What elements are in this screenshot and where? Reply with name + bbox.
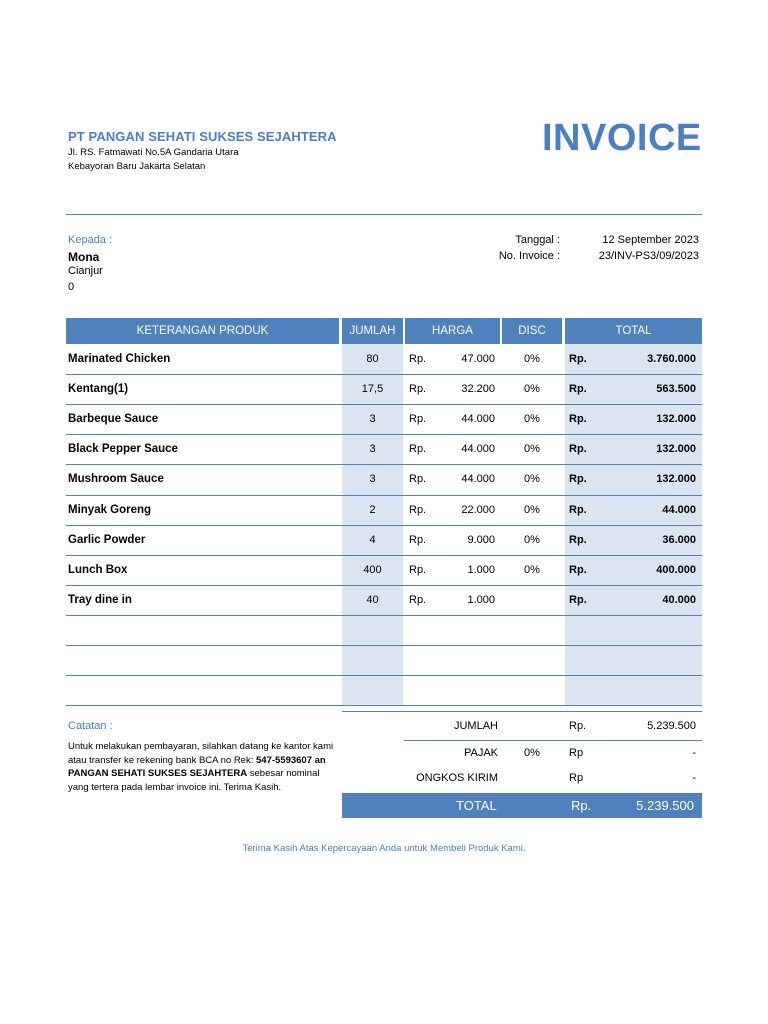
grand-total-currency: Rp. [571,798,592,813]
subtotal-value: 5.239.500 [647,720,696,732]
invoice-number-value: 23/INV-PS3/09/2023 [598,250,699,262]
row-price-currency: Rp. [409,593,427,606]
row-price: 22.000 [461,503,495,516]
notes-text-part1: Untuk melakukan pembayaran, silahkan datang ke kantor kami atau transfer ke rekening bank BCA no Rek: [68,741,334,766]
customer-city: Cianjur [68,265,103,277]
invoice-title: INVOICE [542,117,702,159]
row-total-currency: Rp. [569,443,587,456]
row-price: 32.200 [461,383,495,396]
row-quantity: 17,5 [361,383,384,396]
row-price: 9.000 [467,533,495,546]
row-discount: 0% [524,383,540,396]
shipping-label: ONGKOS KIRIM [416,772,498,784]
row-total: 132.000 [656,413,696,426]
header-divider [66,214,702,215]
row-description: Garlic Powder [68,533,146,546]
tax-label: PAJAK [463,747,498,759]
tax-percent: 0% [524,747,540,759]
row-quantity: 4 [369,533,376,546]
date-value: 12 September 2023 [602,234,699,246]
grand-total-label: TOTAL [456,798,497,813]
bank-account: 547-5593607 an PANGAN SEHATI SUKSES SEJAHTERA [68,754,326,780]
row-divider [66,615,702,616]
row-total-currency: Rp. [569,413,587,426]
row-divider [66,645,702,646]
summary-mid-line [404,740,702,741]
row-description: Kentang(1) [68,383,129,396]
row-description: Minyak Goreng [68,503,152,516]
row-description: Tray dine in [68,593,132,606]
shipping-currency: Rp [569,772,584,784]
row-divider [66,675,702,676]
row-price: 1.000 [467,563,495,576]
row-total: 40.000 [662,593,696,606]
row-total-currency: Rp. [569,383,587,396]
header-total: TOTAL [565,318,702,344]
row-total: 44.000 [662,503,696,516]
customer-extra: 0 [68,281,75,293]
row-price-currency: Rp. [409,533,427,546]
customer-label: Kepada : [68,234,113,246]
row-price-currency: Rp. [409,473,427,486]
row-total-currency: Rp. [569,533,587,546]
row-quantity: 3 [369,473,376,486]
row-description: Lunch Box [68,563,128,576]
row-discount: 0% [524,533,540,546]
company-address-line1: Jl. RS. Fatmawati No.5A Gandaria Utara [68,147,239,158]
row-total-currency: Rp. [569,473,587,486]
tax-currency: Rp [569,747,584,759]
customer-name: Mona [68,250,100,264]
date-label: Tanggal : [515,234,560,246]
row-discount: 0% [524,443,540,456]
row-total: 36.000 [662,533,696,546]
subtotal-label: JUMLAH [453,720,498,732]
row-description: Black Pepper Sauce [68,443,178,456]
row-discount [502,585,562,615]
row-discount: 0% [524,503,540,516]
subtotal-currency: Rp. [569,720,587,732]
company-address-line2: Kebayoran Baru Jakarta Selatan [68,161,206,172]
row-price-currency: Rp. [409,563,427,576]
header-price: HARGA [405,318,500,344]
notes-text-part2: sebesar nominal yang tertera pada lembar invoice ini. Terima Kasih. [68,768,320,793]
row-total: 3.760.000 [647,353,696,365]
row-price: 1.000 [467,593,495,606]
shipping-value: - [692,772,696,784]
notes-label: Catatan : [68,720,113,732]
row-total-currency: Rp. [569,593,587,606]
row-discount: 0% [524,353,540,365]
row-total-currency: Rp. [569,503,587,516]
row-description: Marinated Chicken [68,353,171,365]
row-price-currency: Rp. [409,443,427,456]
notes-text [68,740,340,794]
row-price-currency: Rp. [409,383,427,396]
row-divider [66,705,702,706]
row-total-currency: Rp. [569,353,587,365]
row-quantity: 3 [369,413,376,426]
row-description: Barbeque Sauce [68,413,159,426]
row-quantity: 400 [363,563,382,576]
summary-top-line [342,711,702,712]
row-price: 47.000 [461,353,495,365]
row-quantity: 40 [366,593,379,606]
row-total: 132.000 [656,443,696,456]
row-quantity: 80 [366,353,379,365]
row-price: 44.000 [461,443,495,456]
row-quantity: 2 [369,503,376,516]
row-discount: 0% [524,563,540,576]
tax-value: - [692,747,696,759]
row-total: 132.000 [656,473,696,486]
row-price-currency: Rp. [409,413,427,426]
row-discount: 0% [524,413,540,426]
row-total: 400.000 [656,563,696,576]
header-discount: DISC [502,318,562,344]
row-price: 44.000 [461,473,495,486]
company-name: PT PANGAN SEHATI SUKSES SEJAHTERA [68,129,337,144]
row-price-currency: Rp. [409,353,427,365]
header-quantity: JUMLAH [342,318,403,344]
header-description: KETERANGAN PRODUK [66,318,339,344]
row-description: Mushroom Sauce [68,473,164,486]
grand-total-value: 5.239.500 [636,798,694,813]
row-price: 44.000 [461,413,495,426]
row-quantity: 3 [369,443,376,456]
row-price-currency: Rp. [409,503,427,516]
invoice-number-label: No. Invoice : [498,250,560,262]
row-discount: 0% [524,473,540,486]
row-total: 563.500 [656,383,696,396]
footer-thanks: Terima Kasih Atas Kepercayaan Anda untuk Membeli Produk Kami. [242,843,526,854]
row-total-currency: Rp. [569,563,587,576]
